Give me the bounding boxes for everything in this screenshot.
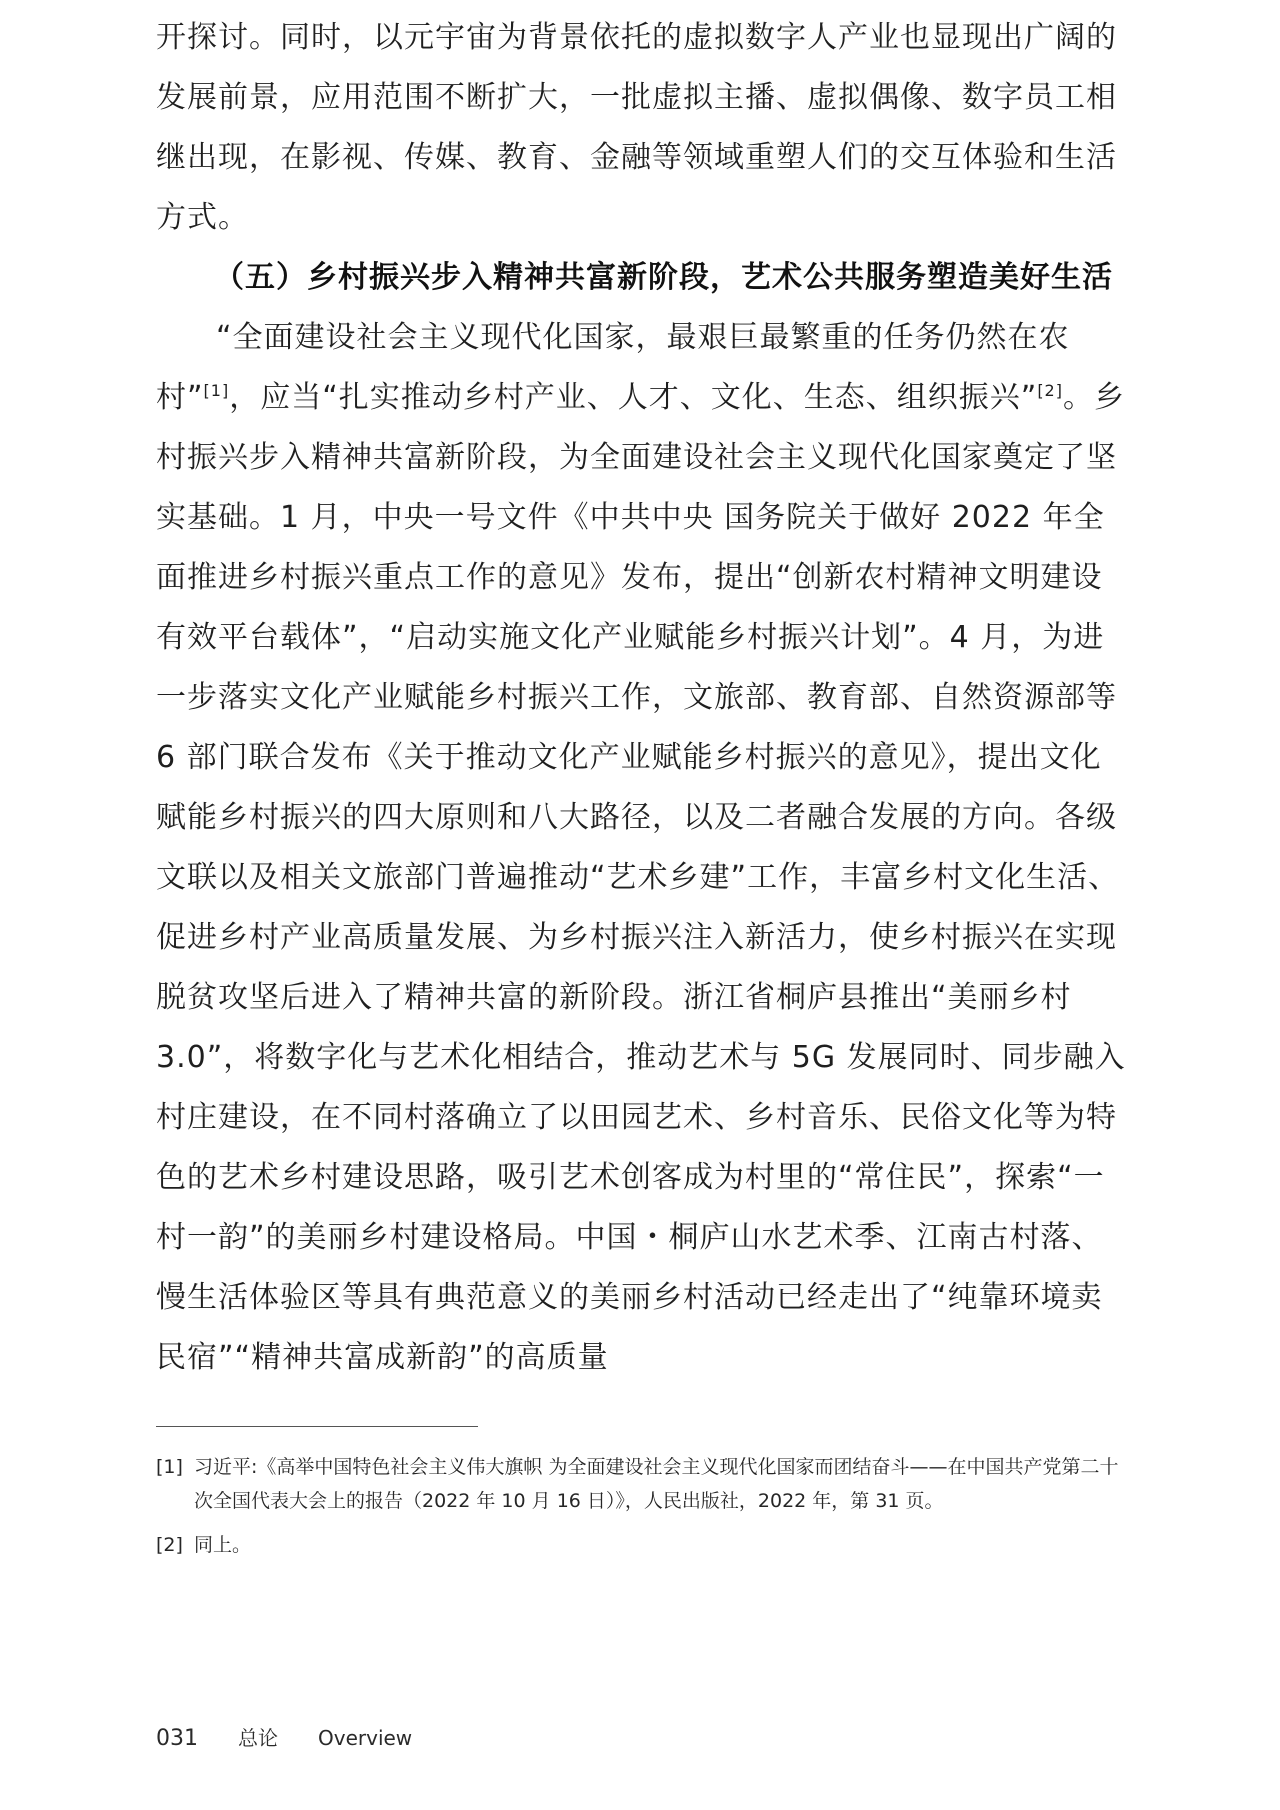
body-text-part-2: ，应当“扎实推动乡村产业、人才、文化、生态、组织振兴” <box>229 380 1038 415</box>
footnote-text: 习近平:《高举中国特色社会主义伟大旗帜 为全面建设社会主义现代化国家而团结奋斗——在中国共产党第二十次全国代表大会上的报告（2022 年 10 月 16 日）》，人民出版社，2022 年，第 31 页。 <box>194 1456 1119 1512</box>
page-number: 031 <box>156 1726 198 1751</box>
footer-section-cn: 总论 <box>238 1726 278 1750</box>
footnote-item <box>156 1528 1136 1562</box>
footer-section-en: Overview <box>318 1726 413 1750</box>
footnote-number: [2] <box>156 1534 183 1556</box>
page-footer <box>156 1722 412 1751</box>
footnotes <box>156 1450 1136 1572</box>
section-heading: （五）乡村振兴步入精神共富新阶段，艺术公共服务塑造美好生活 <box>214 260 1113 295</box>
body-text-part-1: “全面建设社会主义现代化国家，最艰巨最繁重的任务仍然在农村” <box>156 320 1070 415</box>
footnote-ref-1[interactable]: [1] <box>203 381 230 400</box>
footnote-text: 同上。 <box>194 1534 252 1556</box>
body-paragraph <box>156 308 1126 1388</box>
footnote-divider <box>156 1426 478 1427</box>
footnote-ref-2[interactable]: [2] <box>1037 381 1063 400</box>
footnote-item <box>156 1450 1136 1518</box>
body-text-part-3: 。乡村振兴步入精神共富新阶段，为全面建设社会主义现代化国家奠定了坚实基础。1 月，中央一号文件《中共中央 国务院关于做好 2022 年全面推进乡村振兴重点工作的意见》发布，提出“创新农村精神文明建设有效平台载体”，“启动实施文化产业赋能乡村振兴计划”。4 月，为进一步落实文化产业赋能乡村振兴工作，文旅部、教育部、自然资源部等 6 部门联合发布《关于推动文化产业赋能乡村振兴的意见》，提出文化赋能乡村振兴的四大原则和八大路径，以及二者融合发展的方向。各级文联以及相关文旅部门普遍推动“艺术乡建”工作，丰富乡村文化生活、促进乡村产业高质量发展、为乡村振兴注入新活力，使乡村振兴在实现脱贫攻坚后进入了精神共富的新阶段。浙江省桐庐县推出“美丽乡村 3.0”，将数字化与艺术化相结合，推动艺术与 5G 发展同时、同步融入村庄建设，在不同村落确立了以田园艺术、乡村音乐、民俗文化等为特色的艺术乡村建设思路，吸引艺术创客成为村里的“常住民”，探索“一村一韵”的美丽乡村建设格局。中国・桐庐山水艺术季、江南古村落、慢生活体验区等具有典范意义的美丽乡村活动已经走出了“纯靠环境卖民宿”“精神共富成新韵”的高质量 <box>156 380 1126 1375</box>
body-paragraph-text <box>156 308 1126 1388</box>
intro-paragraph: 开探讨。同时，以元宇宙为背景依托的虚拟数字人产业也显现出广阔的发展前景，应用范围不断扩大，一批虚拟主播、虚拟偶像、数字员工相继出现，在影视、传媒、教育、金融等领域重塑人们的交互体验和生活方式。 <box>156 20 1117 235</box>
footnote-number: [1] <box>156 1456 183 1478</box>
